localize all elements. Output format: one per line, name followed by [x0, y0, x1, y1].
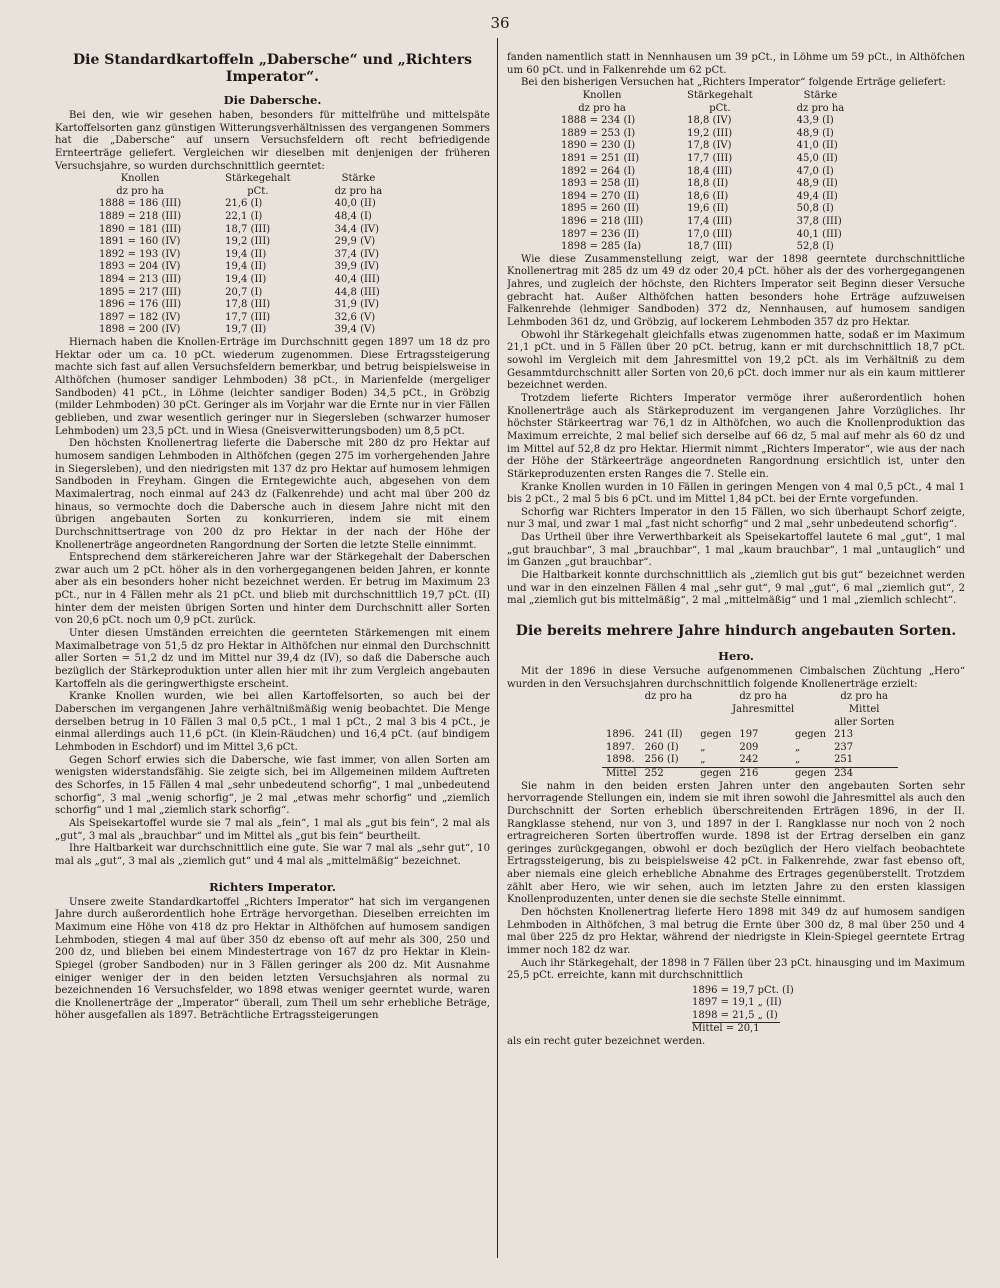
table-cell: 31,9 (IV): [334, 299, 380, 311]
table-cell: 242: [739, 754, 759, 766]
table-cell: 47,0 (I): [796, 165, 834, 177]
table-cell: 1888 = 186 (III): [99, 198, 182, 210]
table-cell: gegen: [791, 767, 830, 780]
table-cell: 48,4 (I): [334, 211, 372, 223]
section-heading-imperator: Richters Imperator.: [209, 879, 336, 894]
paragraph: Ihre Haltbarkeit war durchschnittlich eine gute. Sie war 7 mal als „sehr gut“, 10 mal als „gut“, 3 mal als „ziemlich gut“ und 4 mal als „mittelmäßig“ bezeichnet.: [55, 843, 490, 867]
table-cell: 1892 = 264 (I): [561, 165, 636, 177]
table-cell: 17,7 (III): [687, 152, 733, 164]
paragraph: Unter diesen Umständen erreichten die geernteten Stärkemengen mit einem Maximalbetrage von 51,5 dz pro Hektar in Althöfchen nur einmal den Durchschnitt aller Sorten = 51,2 dz und im Mittel nur 39,4 dz (IV), so daß die Dabersche auch bezüglich der Stärkeproduktion unter allen hier mit ihr zum Vergleich angebauten Kartoffeln als die geringwerthigste erscheint.: [55, 628, 490, 690]
paragraph: Bei den bisherigen Versuchen hat „Richters Imperator“ folgende Erträge geliefert:: [521, 77, 946, 89]
article-title: Die Standardkartoffeln „Dabersche“ und „Richters Imperator“.: [73, 52, 472, 85]
paragraph: fanden namentlich statt in Nennhausen um 39 pCt., in Löhme um 59 pCt., in Althöfchen um 60 pCt. und in Falkenrehde um 62 pCt.: [507, 52, 965, 76]
table-cell: 1894 = 213 (III): [99, 274, 182, 286]
table-cell: 19,4 (II): [225, 248, 267, 260]
table-row: [95, 224, 386, 237]
table-cell: 19,2 (III): [225, 236, 271, 248]
paragraph: als ein recht guter bezeichnet werden.: [507, 1035, 706, 1047]
table-cell: 52,8 (I): [796, 241, 834, 253]
table-cell: 1898 = 285 (Ia): [561, 241, 642, 253]
table-header: Knollen: [582, 89, 622, 101]
table-row: [95, 324, 386, 337]
paragraph: Das Urtheil über ihre Verwerthbarkeit als Speisekartoffel lautete 6 mal „gut“, 1 mal „gut brauchbar“, 3 mal „brauchbar“, 1 mal „kaum brauchbar“, 1 mal „untauglich“ und im Ganzen „gut brauchbar“.: [507, 532, 965, 569]
paragraph: Als Speisekartoffel wurde sie 7 mal als „fein“, 1 mal als „gut bis fein“, 2 mal als „gut“, 3 mal als „brauchbar“ und im Mittel als „gut bis fein“ beurtheilt.: [55, 817, 490, 842]
table-cell: 21,6 (I): [225, 198, 263, 210]
table-header: dz pro ha: [840, 691, 889, 703]
table-cell: 1897 = 236 (II): [561, 228, 640, 240]
table-body: [602, 729, 898, 780]
table-row: [557, 166, 848, 179]
table-header: Jahresmittel: [732, 703, 795, 715]
section-heading-dabersche: Die Dabersche.: [223, 93, 322, 107]
table-cell: 241 (II): [644, 729, 683, 741]
column-divider: [497, 38, 498, 1258]
table-row: [557, 191, 848, 204]
table-row: [557, 140, 848, 153]
paragraph: Wie diese Zusammenstellung zeigt, war der 1898 geerntete durchschnittliche Knollenertrag mit 285 dz um 49 dz oder 20,4 pCt. höher als der des vorhergegangenen Jahres, und zugleich der höchste, den Richters Imperator seit Beginn dieser Versuche gebracht hat. Außer Althöfchen hatten besonders hohe Erträge aufzuweisen Falkenrehde (lehmiger Sandboden) 372 dz, Nennhausen, auf humosem sandigen Lehmboden 361 dz, und Gröbzig, auf lockerem Lehmboden 357 dz pro Hektar.: [507, 253, 965, 328]
table-cell: 197: [739, 729, 759, 741]
table-cell: 19,4 (II): [225, 274, 267, 286]
paragraph: Den höchsten Knollenertrag lieferte Hero 1898 mit 349 dz auf humosem sandigen Lehmboden in Althöfchen, 3 mal betrug die Ernte über 300 dz, 8 mal über 250 und 4 mal über 225 dz pro Hektar, während der niedrigste in Klein-Spiegel geerntete Ertrag immer noch 182 dz war.: [507, 907, 965, 957]
paragraph: Kranke Knollen wurden in 10 Fällen in geringen Mengen von 4 mal 0,5 pCt., 4 mal 1 bis 2 pCt., 2 mal 5 bis 6 pCt. und im Mittel 1,84 pCt. bei der Ernte vorgefunden.: [507, 481, 965, 506]
table-cell: 18,8 (II): [687, 178, 729, 190]
table-cell: 18,6 (II): [687, 190, 729, 202]
table-cell: 1893 = 258 (II): [561, 178, 640, 190]
table-cell: 1893 = 204 (IV): [99, 261, 181, 273]
table-row: [557, 115, 848, 128]
table-cell: 32,6 (V): [334, 311, 376, 323]
paragraph: Bei den, wie wir gesehen haben, besonders für mittelfrühe und mittelspäte Kartoffelsorten ganz günstigen Witterungsverhältnissen des vergangenen Sommers hat die „Dabersche“ auf unsern Versuchsfeldern oft recht befriedigende Ernteerträge geliefert. Vergleichen wir dieselben mit denjenigen der früheren Versuchsjahre, so wurden durchschnittlich geerntet:: [55, 110, 490, 172]
table-cell: 1895 = 260 (II): [561, 203, 640, 215]
hero-yield-table: [602, 691, 898, 780]
table-header: dz pro ha: [644, 691, 693, 703]
table-row: [557, 153, 848, 166]
right-column: [507, 52, 965, 1267]
paragraph: Den höchsten Knollenertrag lieferte die Dabersche mit 280 dz pro Hektar auf humosem sandigen Lehmboden in Althöfchen (gegen 275 im vorhergehenden Jahre in Siegersleben), und den niedrigsten mit 137 dz pro Hektar auf humosem lehmigen Sandboden in Freyham. Gingen die Erntegewichte auch, abgesehen von dem Maximalertrag, noch einmal auf 243 dz (Falkenrehde) und acht mal über 200 dz hinaus, so vermochte doch die Dabersche auch in diesem Jahre nicht mit den übrigen angebauten Sorten zu konkurrieren, indem sie mit einem Durchschnittsertrage von 200 dz pro Hektar in der nach der Höhe der Knollenerträge angeordneten Rangordnung der Sorten die letzte Stelle einnimmt.: [55, 438, 490, 551]
table-row: [557, 128, 848, 141]
imperator-yield-table: [557, 90, 848, 254]
table-unit: dz pro ha: [578, 102, 626, 114]
table-row: [95, 274, 386, 287]
table-cell: 1892 = 193 (IV): [99, 248, 181, 260]
table-cell: 1897.: [606, 741, 635, 753]
table-cell: 17,8 (III): [225, 299, 271, 311]
table-cell: 260 (I): [644, 741, 679, 753]
table-row: [602, 742, 898, 755]
table-unit: dz pro ha: [796, 102, 845, 114]
table-cell: 1890 = 230 (I): [561, 140, 636, 152]
paragraph: Auch ihr Stärkegehalt, der 1898 in 7 Fällen über 23 pCt. hinausging und im Maximum 25,5 pCt. erreichte, kann mit durchschnittlich: [507, 957, 965, 982]
table-cell: 17,7 (III): [225, 311, 271, 323]
table-cell: „: [700, 754, 706, 766]
table-cell: 18,8 (IV): [687, 115, 732, 127]
table-cell: 1896 = 176 (III): [99, 299, 182, 311]
table-cell: 39,9 (IV): [334, 261, 380, 273]
table-row: [557, 203, 848, 216]
table-row: [95, 299, 386, 312]
table-row: [95, 211, 386, 224]
table-row: [557, 229, 848, 242]
table-cell: 18,7 (III): [687, 241, 733, 253]
page-number: 36: [490, 14, 510, 32]
paragraph: Sie nahm in den beiden ersten Jahren unter den angebauten Sorten sehr hervorragende Stellungen ein, indem sie mit ihren sowohl die Jahresmittel als auch den Durchschnitt der Sorten erheblich überschreitenden Erträgen 1896, in der II. Rangklasse stehend, nur von 3, und 1897 in der I. Rangklasse nur noch von 2 noch ertragreicheren Sorten übertroffen wurde. 1898 ist der Ertrag derselben ein ganz geringes zurückgegangen, obwohl er doch bezüglich der Hero vielfach beobachtete Ertragssteigerung, bis zu beispielsweise 42 pCt. in Falkenrehde, zwar fast ebenso oft, aber niemals eine gleich erhebliche Abnahme des Ertrages gegenüberstellt. Trotzdem zählt aber Hero, wie wir sehen, auch im letzten Jahre zu den ersten klassigen Knollenproduzenten, unter denen sie die sechste Stelle einnimmt.: [507, 780, 965, 906]
table-body: [557, 115, 848, 254]
table-cell: 18,4 (III): [687, 165, 733, 177]
table-header: Knollen: [120, 173, 160, 185]
table-cell: 20,7 (I): [225, 286, 263, 298]
table-cell: 1895 = 217 (III): [99, 286, 182, 298]
table-row: [95, 312, 386, 325]
table-cell: gegen: [700, 729, 732, 741]
table-cell: 256 (I): [644, 754, 679, 766]
table-row: [557, 216, 848, 229]
table-cell: 41,0 (II): [796, 140, 838, 152]
paragraph: Unsere zweite Standardkartoffel „Richters Imperator“ hat sich im vergangenen Jahre durch außerordentlich hohe Erträge hervorgethan. Dieselben erreichten im Maximum eine Höhe von 418 dz pro Hektar in Althöfchen auf humosem sandigen Lehmboden, stiegen 4 mal auf über 350 dz ebenso oft auf mehr als 300, 250 und 200 dz, und blieben bei einem Mindestertrage von 167 dz pro Hektar in Klein-Spiegel (grober Sandboden) nur in 3 Fällen geringer als 200 dz. Mit Ausnahme einiger weniger der in den beiden letzten Versuchsjahren als normal zu bezeichnenden 16 Versuchsfelder, wo 1898 etwas weniger geerntet wurde, waren die Knollenerträge der „Imperator“ überall, zum Theil um sehr erhebliche Beträge, höher ausgefallen als 1897. Beträchtliche Ertragssteigerungen: [55, 896, 490, 1022]
table-cell: 237: [834, 741, 854, 753]
table-cell: 18,7 (III): [225, 223, 271, 235]
table-cell: 1889 = 218 (III): [99, 211, 182, 223]
summary-line: 1897 = 19,1 „ (II): [692, 997, 782, 1009]
table-row: [95, 236, 386, 249]
paragraph: Trotzdem lieferte Richters Imperator vermöge ihrer außerordentlich hohen Knollenerträge auch als Stärkeproduzent im vergangenen Jahre Vorzügliches. Ihr höchster Stärkeertrag war 76,1 dz in Althöfchen, wo auch die Knollenproduktion das Maximum erreichte, 2 mal belief sich derselbe auf 66 dz, 5 mal auf mehr als 60 dz und im Mittel auf 52,8 dz pro Hektar. Hiermit nimmt „Richters Imperator“, wie aus der nach der Höhe der Stärkeerträge angeordneten Rangordnung ersichtlich ist, unter den Stärkeproduzenten ersten Ranges die 7. Stelle ein.: [507, 392, 965, 480]
table-unit: dz pro ha: [334, 185, 383, 197]
table-cell: 37,4 (IV): [334, 248, 380, 260]
table-cell: 234: [830, 767, 898, 780]
table-cell: 44,8 (III): [334, 286, 380, 298]
table-row: [557, 178, 848, 191]
table-row: [95, 198, 386, 211]
table-cell: 213: [834, 729, 854, 741]
table-unit: pCt.: [247, 185, 269, 197]
paragraph: Entsprechend dem stärkereicheren Jahre war der Stärkegehalt der Daberschen zwar auch um 2 pCt. höher als in den vorhergegangenen beiden Jahren, er konnte aber als ein besonders hoher nicht bezeichnet werden. Er betrug im Maximum 23 pCt., nur in 4 Fällen mehr als 21 pCt. und blieb mit durchschnittlich 19,7 pCt. (II) hinter dem der meisten übrigen Sorten und hinter dem Durchschnitt aller Sorten von 20,6 pCt. noch um 0,9 pCt. zurück.: [55, 552, 490, 627]
table-cell: 22,1 (I): [225, 211, 263, 223]
summary-mean: Mittel = 20,1: [692, 1022, 780, 1035]
table-cell: 1896 = 218 (III): [561, 215, 644, 227]
table-cell: 40,4 (III): [334, 274, 380, 286]
table-cell: 43,9 (I): [796, 115, 834, 127]
table-cell: gegen: [696, 767, 735, 780]
summary-line: 1896 = 19,7 pCt. (I): [692, 985, 794, 997]
table-header: aller Sorten: [834, 716, 895, 728]
table-row: [602, 754, 898, 767]
table-cell: 1891 = 251 (II): [561, 152, 640, 164]
table-cell: „: [794, 741, 801, 753]
table-cell: 50,8 (I): [796, 203, 834, 215]
paragraph: Obwohl ihr Stärkegehalt gleichfalls etwas zugenommen hatte, sodaß er im Maximum 21,1 pCt. und in 5 Fällen über 20 pCt. betrug, kann er mit durchschnittlich 18,7 pCt. sowohl im Vergleich mit dem Jahresmittel von 19,2 pCt. als im Verhältniß zu dem Gesammtdurchschnitt aller Sorten von 20,6 pCt. doch immer nur als ein kaum mittlerer bezeichnet werden.: [507, 329, 965, 392]
table-row: [95, 287, 386, 300]
table-cell: „: [794, 754, 801, 766]
table-cell: 40,0 (II): [334, 198, 376, 210]
table-header: Stärkegehalt: [225, 173, 291, 185]
table-header: Stärke: [341, 173, 376, 185]
table-cell: „: [700, 741, 706, 753]
section-title-varieties: Die bereits mehrere Jahre hindurch angebauten Sorten.: [515, 623, 957, 640]
paragraph: Die Haltbarkeit konnte durchschnittlich als „ziemlich gut bis gut“ bezeichnet werden und war in den einzelnen Fällen 4 mal „sehr gut“, 9 mal „gut“, 6 mal „ziemlich gut“, 2 mal „ziemlich gut bis mittelmäßig“, 2 mal „mittelmäßig“ und 1 mal „ziemlich schlecht“.: [507, 570, 965, 607]
table-mean-row: [602, 767, 898, 780]
table-cell: 252: [641, 767, 697, 780]
table-cell: 48,9 (I): [796, 127, 834, 139]
summary-line: 1898 = 21,5 „ (I): [692, 1009, 778, 1021]
table-cell: 1891 = 160 (IV): [99, 236, 181, 248]
left-column: [55, 52, 490, 1267]
table-cell: 39,4 (V): [334, 324, 376, 336]
table-cell: 19,7 (II): [225, 324, 267, 336]
table-cell: 1889 = 253 (I): [561, 127, 636, 139]
table-header: Stärke: [803, 89, 838, 101]
table-cell: 37,8 (III): [796, 215, 842, 227]
table-body: [95, 198, 386, 337]
table-cell: 216: [735, 767, 791, 780]
section-heading-hero: Hero.: [718, 649, 754, 664]
paragraph: Gegen Schorf erwies sich die Dabersche, wie fast immer, von allen Sorten am wenigsten widerstandsfähig. Sie zeigte sich, bei im Allgemeinen mildem Auftreten des Schorfes, in 15 Fällen 4 mal „sehr unbedeutend schorfig“, 1 mal „unbedeutend schorfig“, 3 mal „wenig schorfig“, je 2 mal „etwas mehr schorfig“ und „ziemlich schorfig“ und 1 mal „ziemlich stark schorfig“.: [55, 754, 490, 817]
table-row: [602, 729, 898, 742]
table-cell: 17,0 (III): [687, 228, 733, 240]
table-cell: 209: [739, 741, 759, 753]
table-cell: 1898 = 200 (IV): [99, 324, 181, 336]
table-row: [95, 261, 386, 274]
table-cell: gegen: [794, 729, 827, 741]
table-row: [557, 241, 848, 254]
table-cell: 1888 = 234 (I): [561, 115, 636, 127]
paragraph: Hiernach haben die Knollen-Erträge im Durchschnitt gegen 1897 um 18 dz pro Hektar oder um ca. 10 pCt. wiederum zugenommen. Diese Ertragssteigerung machte sich fast auf allen Versuchsfeldern bemerkbar, und betrug beispielsweise in Althöfchen (humoser sandiger Lehmboden) 38 pCt., in Marienfelde (mergeliger Sandboden) 41 pCt., in Löhme (leichter sandiger Boden) 34,5 pCt., in Gröbzig (milder Lehmboden) 30 pCt. Geringer als im Vorjahr war die Ernte nur in vier Fällen geblieben, und zwar wesentlich geringer nur in Siegersleben (schwarzer humoser Lehmboden) um 23,5 pCt. und in Wiesa (Gneisverwitterungsboden) um 8,5 pCt.: [55, 337, 490, 437]
table-header: Stärkegehalt: [687, 89, 753, 101]
table-cell: 17,8 (IV): [687, 140, 732, 152]
table-cell: 34,4 (IV): [334, 223, 380, 235]
table-cell: 1894 = 270 (II): [561, 190, 640, 202]
table-cell: 1898.: [606, 754, 635, 766]
table-cell: 49,4 (II): [796, 190, 838, 202]
table-cell: Mittel: [602, 767, 641, 780]
table-cell: 45,0 (II): [796, 152, 838, 164]
table-header: dz pro ha: [739, 691, 787, 703]
table-cell: 19,6 (II): [687, 203, 729, 215]
table-header: Mittel: [848, 703, 880, 715]
table-cell: 48,9 (II): [796, 178, 838, 190]
paragraph: Schorfig war Richters Imperator in den 15 Fällen, wo sich überhaupt Schorf zeigte, nur 3 mal, und zwar 1 mal „fast nicht schorfig“ und 2 mal „sehr unbedeutend schorfig“.: [507, 506, 965, 531]
paragraph: Mit der 1896 in diese Versuche aufgenommenen Cimbalschen Züchtung „Hero“ wurden in den Versuchsjahren durchschnittlich folgende Knollenerträge erzielt:: [507, 666, 965, 690]
table-unit: dz pro ha: [116, 185, 164, 197]
table-cell: 29,9 (V): [334, 236, 376, 248]
table-cell: 17,4 (III): [687, 215, 733, 227]
table-row: [95, 249, 386, 262]
table-cell: 19,4 (II): [225, 261, 267, 273]
paragraph: Kranke Knollen wurden, wie bei allen Kartoffelsorten, so auch bei der Daberschen im vergangenen Jahre verhältnißmäßig wenig beobachtet. Die Menge derselben betrug in 10 Fällen 3 mal 0,5 pCt., 1 mal 1 pCt., 2 mal 3 bis 4 pCt., je einmal allerdings auch 11,6 pCt. (in Klein-Räudchen) und 16,4 pCt. (auf bindigem Lehmboden in Eschdorf) und im Mittel 3,6 pCt.: [55, 691, 490, 753]
starch-summary: [692, 985, 965, 1036]
table-cell: 1896.: [606, 729, 635, 741]
table-cell: 1890 = 181 (III): [99, 223, 182, 235]
table-cell: 251: [834, 754, 854, 766]
table-cell: 1897 = 182 (IV): [99, 311, 181, 323]
table-cell: 19,2 (III): [687, 127, 733, 139]
table-cell: 40,1 (III): [796, 228, 842, 240]
dabersche-yield-table: [95, 173, 386, 337]
table-unit: pCt.: [709, 102, 731, 114]
